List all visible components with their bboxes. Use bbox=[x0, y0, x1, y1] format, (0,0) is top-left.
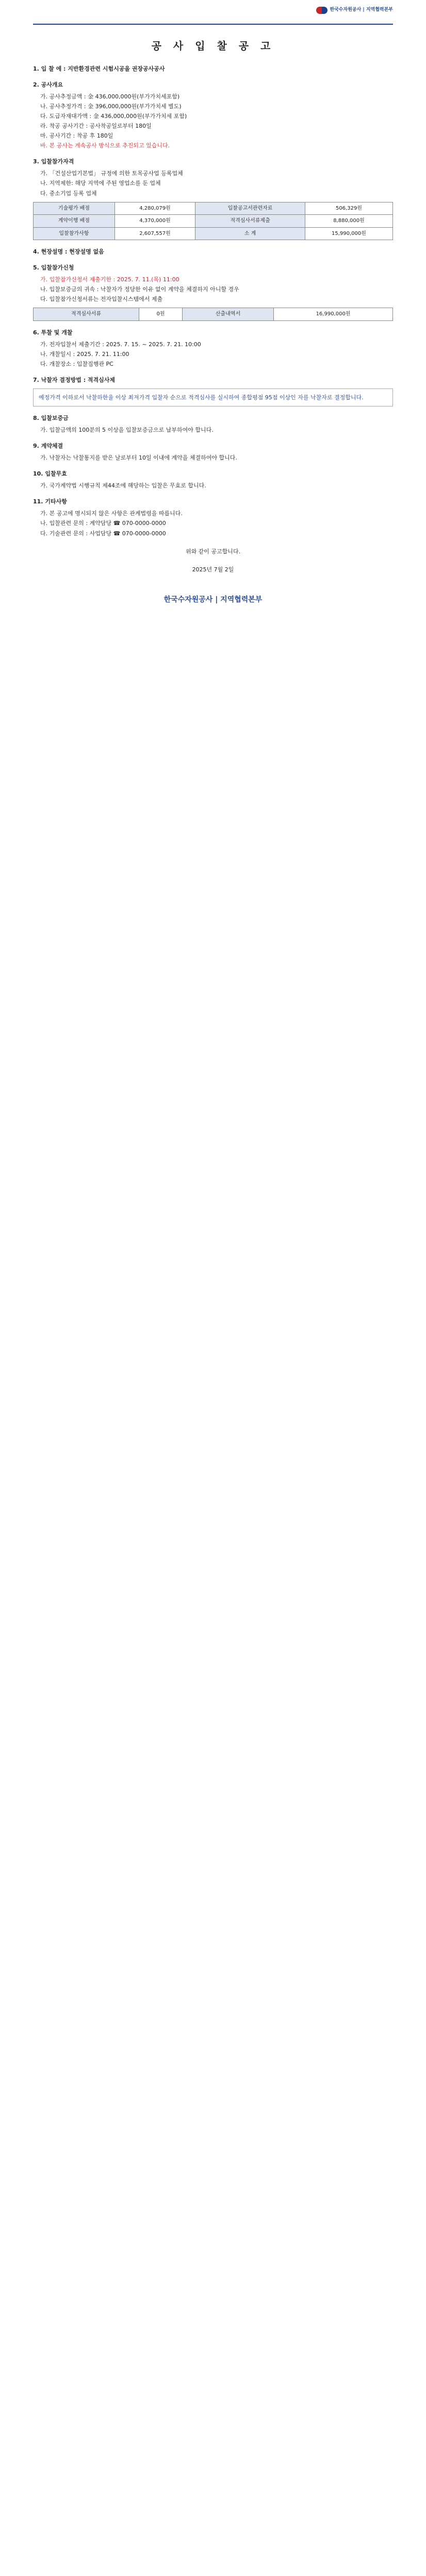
section-5-heading: 5. 입찰참가신청 bbox=[33, 264, 74, 272]
table-cell: 입찰참가사항 bbox=[34, 227, 115, 240]
table-cell: 15,990,000원 bbox=[305, 227, 392, 240]
list-item: 가. 입찰금액의 100분의 5 이상을 입찰보증금으로 납부하여야 합니다. bbox=[40, 427, 214, 434]
table-row bbox=[34, 308, 393, 321]
table-cell: 8,880,000원 bbox=[305, 215, 392, 228]
list-item: 나. 입찰관련 문의 : 계약담당 ☎ 070-0000-0000 bbox=[40, 520, 166, 527]
list-item: 가. 본 공고에 명시되지 않은 사항은 관계법령을 따릅니다. bbox=[40, 510, 183, 517]
table-cell: 4,370,000원 bbox=[114, 215, 195, 228]
table-row bbox=[34, 215, 393, 228]
notice-box: 예정가격 이하로서 낙찰하한율 이상 최저가격 입찰자 순으로 적격심사를 실시하여 종합평점 95점 이상인 자를 낙찰자로 결정합니다. bbox=[33, 388, 393, 406]
list-item: 가. 국가계약법 시행규칙 제44조에 해당하는 입찰은 무효로 합니다. bbox=[40, 482, 206, 489]
list-item: 나. 입찰보증금의 귀속 : 낙찰자가 정당한 이유 없이 계약을 체결하지 아니할 경우 bbox=[40, 286, 239, 293]
table-cell: 입찰공고서관련자료 bbox=[195, 202, 305, 215]
table-cell: 산출내역서 bbox=[182, 308, 273, 321]
list-item: 가. 낙찰자는 낙찰통지를 받은 날로부터 10일 이내에 계약을 체결하여야 합니다. bbox=[40, 454, 237, 462]
section-8-heading: 8. 입찰보증금 bbox=[33, 415, 69, 422]
table-cell: 2,607,557원 bbox=[114, 227, 195, 240]
list-item: 나. 공사추정가격 : 金 396,000,000원(부가가치세 별도) bbox=[40, 103, 182, 110]
table-cell: 적격심사서류 bbox=[34, 308, 139, 321]
org-logo bbox=[316, 7, 393, 14]
section-4-heading: 4. 현장설명 : 현장설명 없음 bbox=[33, 248, 104, 256]
table-cell: 506,329원 bbox=[305, 202, 392, 215]
table-cell: 16,990,000원 bbox=[274, 308, 393, 321]
header-divider bbox=[33, 24, 393, 25]
table-cell: 4,280,079원 bbox=[114, 202, 195, 215]
table-cell: 기술평가 배점 bbox=[34, 202, 115, 215]
closing-text: 위와 같이 공고합니다. bbox=[185, 548, 241, 555]
table-cell: 적격심사서류제출 bbox=[195, 215, 305, 228]
table-cell: 계약이행 배점 bbox=[34, 215, 115, 228]
section-1-heading: 1. 입 찰 에 : 지반환경관련 시험시공을 권장공사공사 bbox=[33, 65, 165, 72]
list-item: 마. 공사기간 : 착공 후 180일 bbox=[40, 132, 113, 140]
list-item: 가. 전자입찰서 제출기간 : 2025. 7. 15. ~ 2025. 7. 21. 10:00 bbox=[40, 341, 201, 348]
docs-table bbox=[33, 308, 393, 321]
section-7-heading: 7. 낙찰자 결정방법 : 적격심사제 bbox=[33, 376, 116, 383]
header bbox=[33, 0, 393, 21]
list-item: 다. 개찰장소 : 입찰집행관 PC bbox=[40, 360, 113, 367]
footer-org bbox=[33, 595, 393, 606]
org-name: 한국수자원공사 | 지역협력본부 bbox=[330, 7, 393, 13]
cost-table bbox=[33, 202, 393, 241]
list-item: 가. 공사추정금액 : 金 436,000,000원(부가가치세포함) bbox=[40, 93, 180, 100]
list-item: 가. 「건설산업기본법」 규정에 의한 토목공사업 등록업체 bbox=[40, 170, 183, 177]
list-item: 라. 착공 공사기간 : 공사착공일로부터 180일 bbox=[40, 123, 152, 130]
table-cell: 0원 bbox=[139, 308, 183, 321]
section-10-heading: 10. 입찰무효 bbox=[33, 470, 67, 478]
list-item: 바. 본 공사는 계속공사 방식으로 추진되고 있습니다. bbox=[40, 142, 170, 149]
notice-date: 2025년 7월 2일 bbox=[192, 566, 234, 573]
section-6-heading: 6. 투찰 및 개찰 bbox=[33, 329, 73, 336]
list-item: 나. 개찰일시 : 2025. 7. 21. 11:00 bbox=[40, 350, 129, 358]
section-11-heading: 11. 기타사항 bbox=[33, 498, 67, 505]
footer-org-name: 한국수자원공사 | 지역협력본부 bbox=[163, 595, 263, 604]
list-item: 다. 도급자재대가액 : 金 436,000,000원(부가가치세 포함) bbox=[40, 113, 187, 120]
table-cell: 소 계 bbox=[195, 227, 305, 240]
list-item: 나. 지역제한: 해당 지역에 주된 영업소를 둔 업체 bbox=[40, 180, 161, 187]
list-item: 다. 입찰참가신청서류는 전자입찰시스템에서 제출 bbox=[40, 296, 163, 303]
table-row bbox=[34, 227, 393, 240]
list-item: 가. 입찰참가신청서 제출기한 : 2025. 7. 11.(목) 11:00 bbox=[40, 276, 179, 283]
section-2-heading: 2. 공사개요 bbox=[33, 81, 63, 89]
list-item: 다. 기술관련 문의 : 사업담당 ☎ 070-0000-0000 bbox=[40, 530, 166, 537]
table-row bbox=[34, 202, 393, 215]
list-item: 다. 중소기업 등록 업체 bbox=[40, 190, 97, 197]
section-9-heading: 9. 계약체결 bbox=[33, 443, 63, 450]
kwater-logo-icon bbox=[316, 7, 327, 14]
page-title: 공 사 입 찰 공 고 bbox=[151, 40, 275, 52]
section-2-list bbox=[33, 92, 393, 150]
section-3-heading: 3. 입찰참가자격 bbox=[33, 158, 74, 165]
